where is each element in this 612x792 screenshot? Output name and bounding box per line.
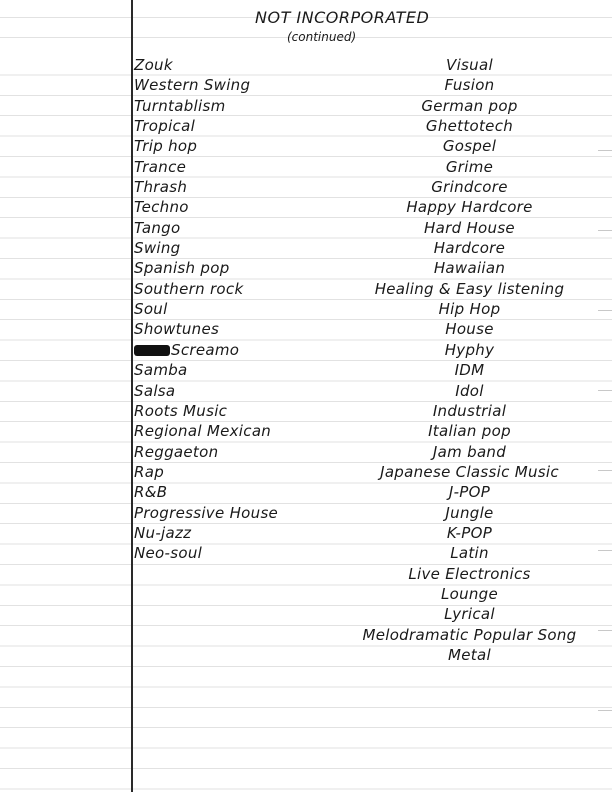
- list-item: Trip hop: [134, 137, 198, 156]
- edge-mark: [598, 710, 612, 711]
- list-item: IDM: [454, 361, 485, 380]
- list-item: Lounge: [440, 584, 499, 603]
- list-item: Thrash: [134, 178, 188, 197]
- list-item: Industrial: [432, 401, 507, 420]
- list-item: House: [445, 320, 494, 339]
- edge-mark: [598, 390, 612, 391]
- list-item: Visual: [446, 56, 493, 74]
- list-item: Western Swing: [134, 76, 251, 95]
- left-genre-list: [134, 55, 334, 564]
- list-item: Jam band: [432, 442, 507, 461]
- list-item: Showtunes: [134, 320, 220, 339]
- list-item: Samba: [134, 361, 188, 380]
- list-item: Happy Hardcore: [406, 198, 533, 217]
- scribbled-out-mark: [134, 345, 170, 356]
- right-genre-list: [342, 55, 597, 665]
- list-item: Soul: [134, 300, 168, 319]
- edge-mark: [598, 630, 612, 631]
- list-item: Nu-jazz: [134, 523, 192, 542]
- list-item: German pop: [421, 96, 518, 115]
- list-item: Rap: [134, 462, 165, 481]
- list-item: Italian pop: [428, 422, 511, 441]
- edge-mark: [598, 230, 612, 231]
- list-item: Grime: [445, 157, 494, 176]
- list-item: Tango: [134, 218, 181, 237]
- list-item: Hard House: [424, 218, 515, 237]
- edge-mark: [598, 550, 612, 551]
- edge-mark: [598, 310, 612, 311]
- list-item: Reggaeton: [134, 442, 219, 461]
- list-item: Techno: [134, 198, 189, 217]
- list-item: Melodramatic Popular Song: [362, 625, 577, 644]
- list-item: Ghettotech: [425, 117, 514, 136]
- list-item: Jungle: [445, 503, 494, 522]
- list-item: R&B: [134, 483, 168, 502]
- list-item: Tropical: [134, 117, 196, 136]
- page-title: NOT INCORPORATED: [255, 8, 430, 27]
- list-item: Trance: [134, 157, 187, 176]
- edge-mark: [598, 470, 612, 471]
- page-subtitle: (continued): [287, 30, 357, 44]
- list-item: Southern rock: [134, 279, 244, 298]
- list-item: Metal: [448, 645, 491, 664]
- list-item: Neo-soul: [134, 544, 203, 563]
- list-item: Spanish pop: [134, 259, 230, 278]
- list-item: Salsa: [134, 381, 176, 400]
- list-item: Regional Mexican: [134, 422, 272, 441]
- list-item: Healing & Easy listening: [374, 279, 565, 298]
- list-item: Zouk: [134, 56, 173, 74]
- list-item: Roots Music: [134, 401, 228, 420]
- list-item: Latin: [450, 544, 489, 563]
- edge-mark: [598, 150, 612, 151]
- list-item: J-POP: [448, 483, 491, 502]
- list-item: Hyphy: [444, 340, 495, 359]
- list-item: Grindcore: [431, 178, 508, 197]
- list-item: K-POP: [446, 523, 493, 542]
- list-item-text: Screamo: [171, 340, 240, 359]
- list-item: Fusion: [444, 76, 495, 95]
- list-item: Turntablism: [134, 96, 226, 115]
- list-item: Idol: [455, 381, 484, 400]
- list-item: Hardcore: [433, 239, 506, 258]
- list-item: Lyrical: [444, 605, 495, 624]
- margin-line: [131, 0, 133, 792]
- list-item: Swing: [134, 239, 181, 258]
- list-item: Hawaiian: [433, 259, 506, 278]
- list-item: Progressive House: [134, 503, 279, 522]
- list-item: Japanese Classic Music: [380, 462, 559, 481]
- list-item: Live Electronics: [408, 564, 531, 583]
- list-item-with-scribble: [134, 340, 334, 360]
- list-item: Hip Hop: [438, 300, 501, 319]
- list-item: Gospel: [442, 137, 497, 156]
